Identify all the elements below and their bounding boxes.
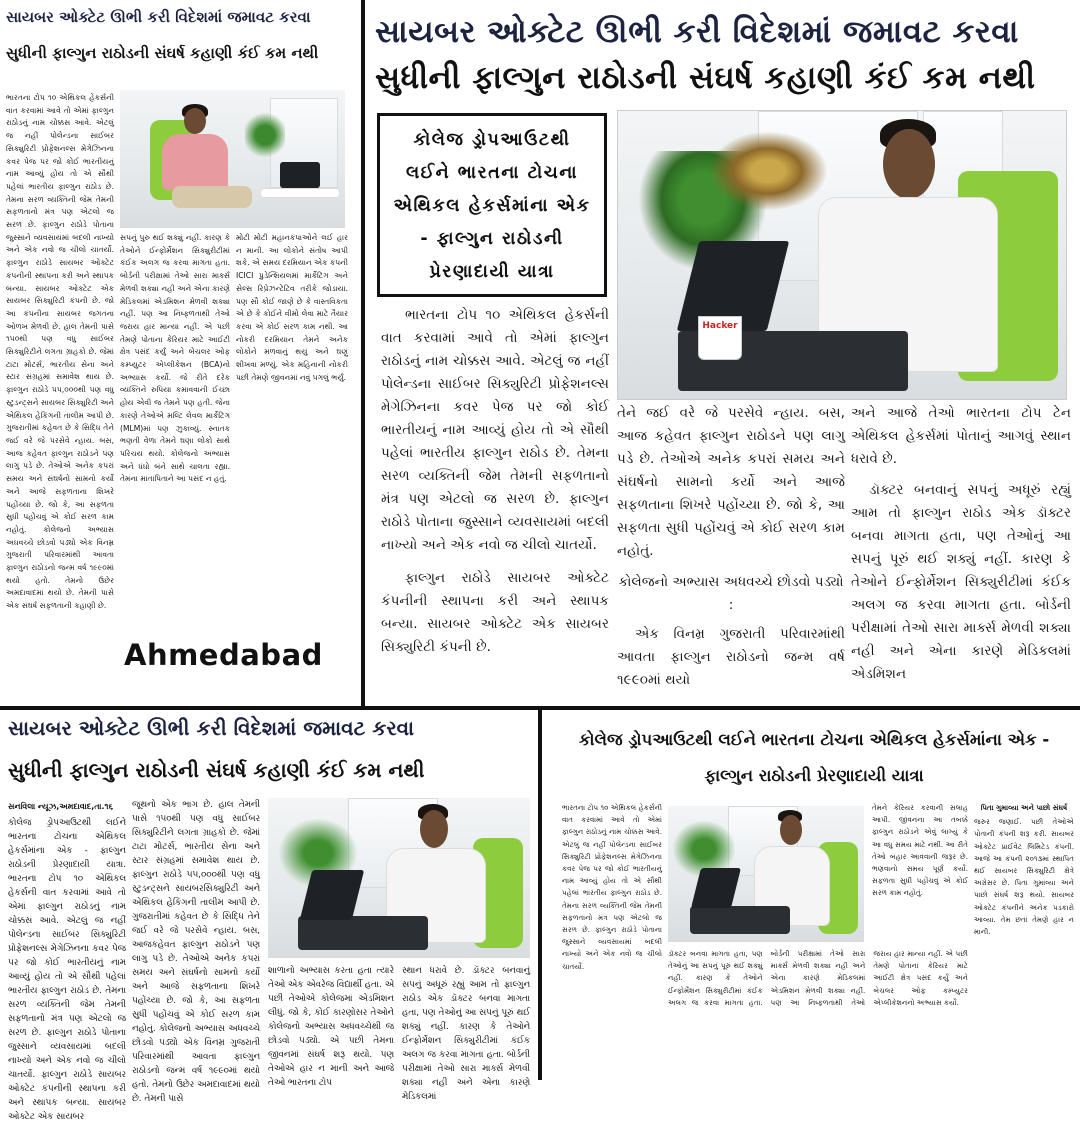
bottom-left-headline-line1: સાયબર ઓક્ટેટ ઊભી કરી વિદેશમાં જમાવટ કરવા: [8, 716, 415, 740]
mug: [698, 316, 742, 360]
subheadline-box: [377, 113, 607, 297]
bottom-left-column-b: [132, 798, 260, 1104]
main-column-3b-text: ડૉક્ટર બનવાનું સપનું અધૂરું રહ્યું આમ તો ફાલ્ગુન રાઠોડ એક ડૉક્ટર બનવા માગતા હતા, પણ તેઓનું આ સપનું પૂરું થઈ શક્યું નહીં. કારણ કે તેઓને ઈન્ફોર્મેશન સિક્યુરીટીમાં કંઈક અલગ જ કરવા માગતા હતા. બોર્ડની પરીક્ષામાં તેઓ સારા માર્ક્સ મેળવી શક્યા નહી અને એના કારણે મેડિકલમાં એડમિશન: [851, 482, 1071, 682]
bottom-left-column-d-text: સ્થાન ધરાવે છે. ડૉક્ટર બનવાનું સપનું અધૂરું રહ્યું આમ તો ફાલ્ગુન રાઠોડ એક ડૉક્ટર બનવા માગતા હતા, પણ તેઓનું આ સપનું પૂરું થઈ શક્યું નહીં. કારણ કે તેઓને ઈન્ફોર્મેશન સિક્યુરીટીમાં કંઈક અલગ જ કરવા માગતા હતા. બોર્ડની પરીક્ષામાં તેઓ સારા માર્ક્સ મેળવી શક્યા નહી અને એના કારણે મેડિકલમાં: [402, 966, 530, 1102]
city-label: Ahmedabad: [124, 638, 323, 672]
bottom-right-column-b-text: તેમને કેરિયર કરવાની સલાહ આપી. જીવનના આ તબક્કે ફાલ્ગુન રાઠોડને એવું લાગ્યું કે આ વધુ સમય માટે નથી. આ રીતે તેઓ બહાર આવવાની જરૂર છે. ભણવાનો સમય પૂર્ણ કર્યો. સફળતા સુધી પહોંચવું એ કોઈ સરળ કામ નહોતું.: [872, 803, 968, 898]
clipping-column-c: [236, 232, 348, 588]
clipping-column-c-text: મોટી મોટી મહાનકંપાઓને લઈ હાર ન માની. આ લોકોને સંતોષ આપી શકે. એ સમય દરમિયાન એક કંપની ICICI પ્રુડેન્શિયલમાં માર્કેટિંગ અને સેલ્સ રિપ્રેઝન્ટેટિવ તરીકે જોડાયા. પણ સૌ કોઈ જાણે છે કે વાસ્તવિકતા એ છે કે કોઈને વીમો લેવા માટે તૈયાર કરવા એ કોઈ સરળ કામ નથી. આ નોકરી દરમિયાન તેમને અનેક લોકોને મળવાનું થયું અને ઘણું શીખવા મળ્યું. એક મહિનાની નોકરી પછી તેમણે જીવનમાં નવું પગલું ભર્યું.: [236, 233, 348, 382]
clipping-headline-line1: સાયબર ઓક્ટેટ ઊભી કરી વિદેશમાં જમાવટ કરવા: [6, 8, 311, 26]
bottom-right-photo: [668, 806, 864, 942]
clipping-bottom-right: [542, 710, 1080, 1080]
clipping-column-b: [120, 232, 230, 588]
clipping-bottom-left: [0, 710, 538, 1122]
clipping-top-left: [0, 0, 361, 706]
main-photo: [617, 110, 1067, 400]
bottom-left-byline: સનવિલા ન્યૂઝ,અમદાવાદ,તા.૧૬: [8, 802, 113, 811]
main-headline-line1: સાયબર ઓક્ટેટ ઊભી કરી વિદેશમાં જમાવટ કરવા: [375, 14, 1019, 50]
bottom-left-column-a-text: કોલેજ ડ્રોપઆઉટથી લઈને ભારતના ટોચના એથિકલ હેકર્સમાંના એક - ફાલ્ગુન રાઠોડની પ્રેરણાદાયી યાત્રા. ભારતના ટોપ ૧૦ એથિકલ હેકર્સની વાત કરવામાં આવે તો એમાં ફાલ્ગુન રાઠોડનું નામ ચોક્કસ આવે. એટલું જ નહીં પોલેન્ડના સાઈબર સિક્યુરિટી પ્રોફેશનલ્સ મેગેઝિનના કવર પેજ પર જો કોઈ ભારતીયનું નામ આવ્યું હોય તો એ સૌથી પહેલાં ભારતીય ફાલ્ગુન રાઠોડ છે. તેમના સરળ વ્યક્તિની જેમ તેમની સફળતાનો મંત્ર પણ એટલો જ સરળ છે. ફાલ્ગુન રાઠોડે પોતાના જુસ્સાને વ્યવસાયમાં બદલી નાખ્યો અને એક નવો જ ચીલો ચાતર્યો. ફાલ્ગુન રાઠોડે સાયબર ઓક્ટેટ કંપનીની સ્થાપના કરી અને સ્થાપક બન્યા. સાયબર ઓક્ટેટ એક સાયબર: [8, 818, 126, 1122]
clipping-column-b-text: સપનું પુરુ થઈ શક્યું નહીં. કારણ કે તેઓને ઈન્ફોર્મેશન સિક્યુરીટીમાં કંઈક અલગ જ કરવા માગતા હતા. બોર્ડની પરીક્ષામાં તેઓ સારા માર્ક્સ મેળવી શક્યા નહી અને એના કારણે મેડિકલમાં એડમિશન મેળવી શક્યા નહીં. પણ આ નિષ્ફળતાથી તેઓ જરાય હાર માન્યા નહીં. એ પછી તેમણે પોતાના કેરિયર માટે આઈટી ક્ષેત્ર પસંદ કર્યું અને બેચલર ઓફ કમ્પ્યુટર એપ્લીકેશન (BCA)નો અભ્યાસ કર્યો. જે રીતે દરેક વ્યક્તિને રુપિયા કમાવવાની ઈચ્છા હોય એવી જ તેમને પણ હતી. જેના કારણે તેઓએ મલ્ટિ લેવલ માર્કેટિંગ (MLM)માં પણ ઝુકાવ્યું. સ્નાતક ભણતી વેળા તેમને ઘણા લોકો સાથે પરિચય થયો. કોલેજનો અભ્યાસ અને ધંધો બંને સાથે ચાલતા રહ્યા. તેમના માતાપિતાને આ પસંદ ન હતું.: [120, 233, 230, 484]
bottom-right-column-d-text: ડૉક્ટર બનવા માગતા હતા, પણ તેઓનું આ સપનું પૂરું થઈ શક્યું નહીં. કારણ કે તેઓને ઈન્ફોર્મેશન સિક્યુરીટીમાં કંઈક અલગ જ કરવા માગતા હતા. બોર્ડની પરીક્ષામાં તેઓ સારા માર્ક્સ મેળવી શક્યા નહી અને એના કારણે મેડિકલમાં એડમિશન મેળવી શક્યા નહીં. પણ આ નિષ્ફળતાથી તેઓ જરાય હાર માન્યા નહીં. એ પછી તેમણે પોતાના કેરિયર માટે આઈટી ક્ષેત્ર પસંદ કર્યું અને બેચલર ઓફ કમ્પ્યુટર એપ્લીકેશનનો અભ્યાસ કર્યો.: [668, 949, 968, 1007]
mug-text: Hacker: [702, 321, 738, 331]
bottom-left-column-b-text: જૂથનો એક ભાગ છે. હાલ તેમની પાસે ૧૫૦થી પણ વધુ સાઈબર સિક્યુરિટીને લગતા ગ્રાહકો છે. જેમાં ટાટા મોટર્સ, ભારતીય સેના અને સ્ટાર સંગ્રહમાં સમાવેશ થાય છે. ફાલ્ગુન રાઠોડે ૫૫,૦૦૦થી પણ વધુ સ્ટુડન્ટ્સને સાયબરસિક્યુરિટી અને એથિકલ હેકિંગની તાલીમ આપી છે. ગુજરાતીમાં કહેવત છે કે સિદ્ધિ તેને જઈ વરે જે પરસેવે ન્હાય. બસ, આજકહેવત ફાલ્ગુન રાઠોડને પણ લાગુ પડે છે. તેઓએ અનેક કપરાં સમય અને સંઘર્ષનો સામનો કર્યો અને આજે સફળતાના શિખરે પહોંચ્યા છે. જો કે, આ સફળતા સુધી પહોંચવું એ કોઈ સરળ કામ નહોતું. કોલેજનો અભ્યાસ અધવચ્ચે છોડવો પડ્યો એક વિનમ્ર ગુજરાતી પરિવારમાંથી આવતા ફાલ્ગુન રાઠોડનો જન્મ વર્ષ ૧૯૯૦માં થયો હતો. તેમનો ઉછેર અમદાવાદમાં થયો છે. તેમની પાસે: [132, 800, 260, 1104]
bottom-left-column-d: [402, 964, 530, 1102]
main-column-1-text: ભારતના ટોપ ૧૦ એથિકલ હેકર્સની વાત કરવામાં આવે તો એમાં ફાલ્ગુન રાઠોડનું નામ ચોક્કસ આવે. એટલું જ નહીં પોલેન્ડના સાઈબર સિક્યુરિટી પ્રોફેશનલ્સ મેગેઝિનના કવર પેજ પર જો કોઈ ભારતીયનું નામ આવ્યું હોય તો એ સૌથી પહેલાં ભારતીય ફાલ્ગુન રાઠોડ છે. તેમના સરળ વ્યક્તિની જેમ તેમની સફળતાનો મંત્ર પણ એટલો જ સરળ છે. ફાલ્ગુન રાઠોડે પોતાના જુસ્સાને વ્યવસાયમાં બદલી નાખ્યો અને એક નવો જ ચીલો ચાતર્યો.: [381, 307, 609, 553]
main-column-2-text: તેને જઈ વરે જે પરસેવે ન્હાય. બસ, આજ કહેવત ફાલ્ગુન રાઠોડને પણ લાગુ પડે છે. તેઓએ અનેક કપરાં સમય અને સંઘર્ષનો સામનો કર્યો અને આજે સફળતાના શિખરે પહોંચ્યા છે. જો કે, આ સફળતા સુધી પહોંચવું એ કોઈ સરળ કામ નહોતું.: [617, 405, 845, 559]
clipping-headline-line2: સુધીની ફાલ્ગુન રાઠોડની સંઘર્ષ કહાણી કંઈ કમ નથી: [6, 44, 319, 62]
bottom-right-column-d: [668, 948, 968, 1078]
bottom-left-headline-line2: સુધીની ફાલ્ગુન રાઠોડની સંઘર્ષ કહાણી કંઈ કમ નથી: [8, 758, 425, 782]
main-column-2b-text: એક વિનમ્ર ગુજરાતી પરિવારમાંથી આવતા ફાલ્ગુન રાઠોડનો જન્મ વર્ષ ૧૯૯૦માં થયો: [617, 626, 845, 688]
main-column-1: [381, 304, 609, 704]
bottom-right-column-c-text: જરુર જણાઈ. પછી તેઓએ પોતાની કંપની શરૂ કરી. સાયબર ઓક્ટેટ પ્રાઈવેટ લિમિટેડ કંપની. આજે આ કંપની ૨૦૧૩માં સ્થાપિત થઈ સાયબર સિક્યુરિટી ક્ષેત્રે અગ્રેસર છે. પિતા ગુમાવ્યા અને પાછો સંઘર્ષ શરૂ થયો. સાયબર ઓક્ટેટ કંપનીને અનેક પડકારો આવ્યા. તેમ છતાં તેમણે હાર ન માની.: [974, 817, 1074, 937]
main-headline-line2: સુધીની ફાલ્ગુન રાઠોડની સંઘર્ષ કહાણી કંઈ કમ નથી: [375, 60, 1036, 96]
bottom-left-column-c-text: શાળાનો અભ્યાસ કરતા હતા ત્યારે તેઓ એક એવરેજ વિદ્યાર્થી હતા. એ પછી તેઓએ કોલેજમાં એડમિશન લીધું. જો કે, કોઈ કારણોસર તેઓને કોલેજનો અભ્યાસ અધવચ્ચેથી જ છોડવો પડ્યો. એ પછી તેમના જીવનમાં સંઘર્ષ શરૂ થયો. પણ તેઓએ હાર ન માની અને આજે તેઓ ભારતના ટોપ: [268, 966, 394, 1088]
main-column-3-text: અને આજે તેઓ ભારતના ટોપ ટેન એથિકલ હેકર્સમાં પોતાનું આગવું સ્થાન ધરાવે છે.: [851, 405, 1071, 467]
main-column-1b-text: ફાલ્ગુન રાઠોડે સાયબર ઓક્ટેટ કંપનીની સ્થાપના કરી અને સ્થાપક બન્યા. સાયબર ઓક્ટેટ એક સાયબર સિક્યુરિટી કંપની છે.: [381, 570, 609, 655]
subheadline-text: કોલેજ ડ્રોપઆઉટથી લઈને ભારતના ટોચના એથિકલ હેકર્સમાંના એક - ફાલ્ગુન રાઠોડની પ્રેરણાદાયી યાત્રા: [393, 130, 591, 282]
section-heading: કોલેજનો અભ્યાસ અધવચ્ચે છોડવો પડ્યો :: [618, 574, 844, 613]
bottom-right-subheadline: કોલેજ ડ્રોપઆઉટથી લઈને ભારતના ટોચના એથિકલ હેકર્સમાંના એક - ફાલ્ગુન રાઠોડની પ્રેરણાદાયી યાત્રા: [578, 730, 1050, 785]
bottom-right-column-a-text: ભારતના ટોપ ૧૦ એથિકલ હેકર્સની વાત કરવામાં આવે તો એમાં ફાલ્ગુન રાઠોડનું નામ ચોક્કસ આવે. એટલું જ નહીં પોલેન્ડના સાઈબર સિક્યુરિટી પ્રોફેશનલ્સ મેગેઝિનના કવર પેજ પર જો કોઈ ભારતીયનું નામ આવ્યું હોય તો એ સૌથી પહેલાં ભારતીય ફાલ્ગુન રાઠોડ છે. તેમના સરળ વ્યક્તિની જેમ તેમની સફળતાનો મંત્ર પણ એટલો જ સરળ છે. ફાલ્ગુન રાઠોડે પોતાના જુસ્સાને વ્યવસાયમાં બદલી નાખ્યો અને એક નવો જ ચીલો ચાતર્યો.: [562, 803, 662, 971]
bottom-left-column-a: [8, 816, 126, 1122]
clipping-main: [365, 0, 1080, 706]
clipping-photo: [120, 90, 345, 228]
main-column-3: [851, 402, 1071, 704]
bottom-left-photo: [268, 798, 530, 958]
main-column-2: [617, 402, 845, 704]
bottom-right-column-c: [974, 802, 1074, 1078]
bottom-right-column-a: [562, 802, 662, 1078]
clipping-column-a: [6, 92, 114, 704]
bottom-right-column-b: [872, 802, 968, 942]
bottom-left-column-c: [268, 964, 394, 1088]
clipping-column-a-text: ભારતના ટોપ ૧૦ એથિકલ હેકર્સની વાત કરવામાં આવે તો એમાં ફાલ્ગુન રાઠોડનું નામ ચોક્કસ આવે. એટલું જ નહીં પોલેન્ડના સાઈબર સિક્યુરિટી પ્રોફેશનલ્સ મેગેઝિનના કવર પેજ પર જો કોઈ ભારતીયનું નામ આવ્યું હોય તો એ સૌથી પહેલાં ભારતીય ફાલ્ગુન રાઠોડ છે. તેમના સરળ વ્યક્તિની જેમ તેમની સફળતાનો મંત્ર પણ એટલો જ સરળ છે. ફાલ્ગુન રાઠોડે પોતાના જુસ્સાને વ્યવસાયમાં બદલી નાખ્યો અને એક નવો જ ચીલો ચાતર્યો. ફાલ્ગુન રાઠોડે સાયબર ઓક્ટેટ કંપનીની સ્થાપના કરી અને સ્થાપક બન્યા. સાયબર ઓક્ટેટ એક સાયબર સિક્યુરિટી કંપની છે. જો આ કંપનીના સાયબર જગતના ઓળખ મેળવી છે. હાલ તેમની પાસે ૧૫૦થી પણ વધુ સાઈબર સિક્યુરિટીને લગતા ગ્રાહકો છે. જેમાં ટાટા મોટર્સ, ભારતીય સેના અને સ્ટાર સંગ્રહમાં સમાવેશ થાય છે. ફાલ્ગુન રાઠોડે ૫૫,૦૦૦થી પણ વધુ સ્ટુડન્ટ્સને સાયબર સિક્યુરિટી અને એથિકલ હેકિંગની તાલીમ આપી છે. ગુજરાતીમાં કહેવત છે કે સિદ્ધિ તેને જઈ વરે જે પરસેવે ન્હાય. બસ, આજ કહેવત ફાલ્ગુન રાઠોડને પણ લાગુ પડે છે. તેઓએ અનેક કપરાં સમય અને સંઘર્ષનો સામનો કર્યો અને આજે સફળતાના શિખરે પહોંચ્યા છે. જો કે, આ સફળતા સુધી પહોંચવું એ કોઈ સરળ કામ નહોતું. કોલેજનો અભ્યાસ અધવચ્ચે છોડવો પડ્યો એક વિનમ્ર ગુજરાતી પરિવારમાંથી આવતા ફાલ્ગુન રાઠોડનો જન્મ વર્ષ ૧૯૯૦માં થયો હતો. તેમનો ઉછેર અમદાવાદમાં થયો છે. તેમની પાસે એક સંઘર્ષ સફળતાની કહાણી છે.: [6, 93, 114, 611]
bottom-right-heading: પિતા ગુમાવ્યા અને પાછો સંઘર્ષ: [980, 803, 1068, 812]
